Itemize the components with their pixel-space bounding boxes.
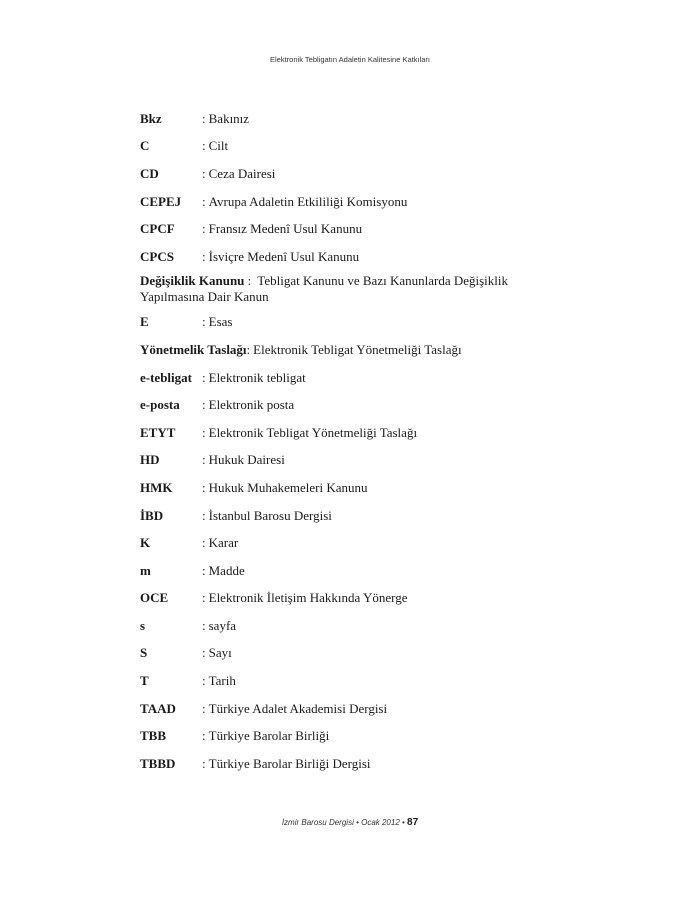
abbreviation-entry [140,336,565,364]
journal-citation: İzmir Barosu Dergisi • Ocak 2012 • [281,818,405,827]
abbreviation-entry [140,105,565,133]
abbreviation-separator: : [202,700,206,716]
abbreviation-term: CPCS [140,248,174,264]
abbreviation-term: S [140,645,148,661]
abbreviation-entry [140,695,565,723]
abbreviation-entry [140,722,565,750]
abbreviation-entry [140,667,565,695]
abbreviation-separator: : [202,590,206,606]
abbreviation-meaning: Sayı [208,645,232,661]
abbreviation-entry [140,160,565,188]
abbreviation-term: HMK [140,479,173,495]
abbreviation-meaning: Türkiye Barolar Birliği [208,728,330,744]
abbreviation-meaning: Hukuk Dairesi [208,452,285,468]
abbreviation-entry [140,391,565,419]
abbreviation-meaning: Esas [208,314,233,330]
abbreviation-separator: : [202,397,206,413]
abbreviation-entry [140,309,565,337]
abbreviation-term: TBB [140,728,167,744]
abbreviation-entry [140,188,565,216]
abbreviation-meaning: Avrupa Adaletin Etkililiği Komisyonu [208,193,408,209]
abbreviation-meaning: İstanbul Barosu Dergisi [208,507,332,523]
abbreviation-term: HD [140,452,160,468]
abbreviation-term: E [140,314,149,330]
abbreviation-separator: : [202,645,206,661]
abbreviation-entry [140,215,565,243]
abbreviation-separator: : [202,424,206,440]
abbreviation-separator: : [202,110,206,126]
abbreviation-term: CEPEJ [140,193,182,209]
running-footer [0,817,700,828]
abbreviation-meaning: Elektronik posta [208,397,295,413]
abbreviation-meaning: Karar [208,535,239,551]
abbreviation-separator: : [202,673,206,689]
abbreviation-separator: : [247,272,252,288]
abbreviation-separator: : [202,248,206,264]
abbreviation-meaning: Fransız Medenî Usul Kanunu [208,221,363,237]
abbreviation-separator: : [202,452,206,468]
abbreviation-separator: : [202,221,206,237]
abbreviation-term: TAAD [140,700,176,716]
abbreviation-entry [140,474,565,502]
abbreviation-term: T [140,673,149,689]
abbreviation-entry [140,640,565,668]
abbreviation-term: Bkz [140,110,162,126]
abbreviation-separator: : [246,341,251,357]
abbreviation-meaning: Elektronik İletişim Hakkında Yönerge [208,590,408,606]
abbreviation-meaning: Madde [208,562,245,578]
abbreviation-meaning: Türkiye Adalet Akademisi Dergisi [208,700,388,716]
abbreviation-meaning: Tarih [208,673,236,689]
abbreviation-meaning: Cilt [208,138,229,154]
abbreviation-separator: : [202,138,206,154]
abbreviation-entry [140,419,565,447]
abbreviation-term: Yönetmelik Taslağı [140,341,247,357]
abbreviation-entry [140,529,565,557]
abbreviation-separator: : [202,479,206,495]
abbreviation-entry [140,364,565,392]
abbreviation-entry [140,133,565,161]
abbreviation-meaning: Ceza Dairesi [208,165,276,181]
abbreviation-term: e-posta [140,397,180,413]
abbreviation-term: ETYT [140,424,176,440]
abbreviation-entry [140,447,565,475]
abbreviation-meaning: Elektronik Tebligat Yönetmeliği Taslağı [208,424,418,440]
abbreviation-meaning: Bakınız [208,110,250,126]
abbreviation-entry [140,750,565,778]
abbreviation-meaning: Türkiye Barolar Birliği Dergisi [208,755,371,771]
abbreviation-meaning: Elektronik tebligat [208,369,306,385]
abbreviation-term: TBBD [140,755,176,771]
abbreviation-term: OCE [140,590,169,606]
abbreviation-separator: : [202,617,206,633]
abbreviation-term: K [140,535,151,551]
abbreviations-list [140,105,565,778]
abbreviation-term: CD [140,165,159,181]
abbreviation-term: C [140,138,150,154]
abbreviation-separator: : [202,562,206,578]
abbreviation-meaning: sayfa [208,617,237,633]
abbreviation-entry [140,502,565,530]
abbreviation-separator: : [202,535,206,551]
abbreviation-separator: : [202,165,206,181]
abbreviation-entry [140,243,565,271]
abbreviation-separator: : [202,507,206,523]
abbreviation-term: CPCF [140,221,175,237]
abbreviation-entry [140,612,565,640]
abbreviation-term: Değişiklik Kanunu [140,272,245,288]
abbreviation-meaning: Elektronik Tebligat Yönetmeliği Taslağı [253,341,462,357]
abbreviation-term: s [140,617,146,633]
running-header: Elektronik Tebligatın Adaletin Kalitesine Katkıları [270,55,430,64]
abbreviation-entry [140,557,565,585]
abbreviation-meaning: İsviçre Medenî Usul Kanunu [208,248,360,264]
abbreviation-separator: : [202,193,206,209]
abbreviation-entry [140,585,565,613]
abbreviation-term: m [140,562,151,578]
abbreviation-separator: : [202,755,206,771]
abbreviation-separator: : [202,728,206,744]
abbreviation-meaning: Tebligat Kanunu ve Bazı Kanunlarda Değişiklik Yapılmasına Dair Kanun [140,272,509,304]
abbreviation-separator: : [202,369,206,385]
abbreviation-separator: : [202,314,206,330]
abbreviation-term: e-tebligat [140,369,192,385]
page-number: 87 [407,817,419,828]
abbreviation-entry [140,271,565,309]
abbreviation-term: İBD [140,507,164,523]
abbreviation-meaning: Hukuk Muhakemeleri Kanunu [208,479,368,495]
